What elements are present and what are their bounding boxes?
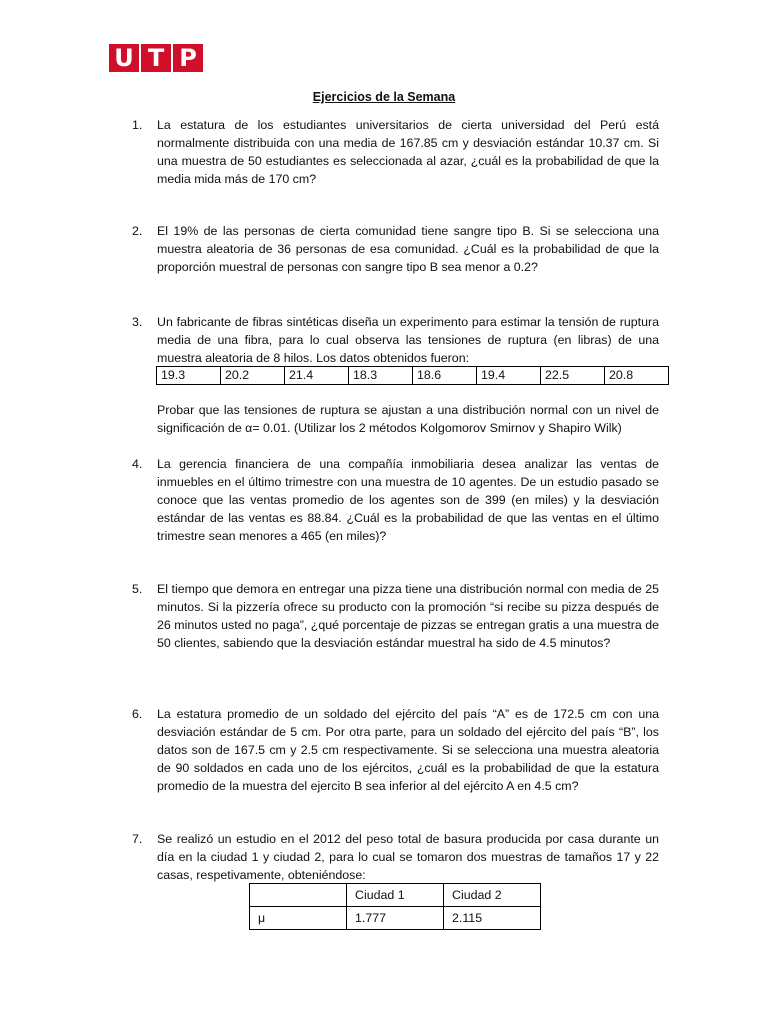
table-cell: 19.3 [157, 367, 221, 385]
logo-letter-t: T [141, 44, 171, 72]
table-cell: 21.4 [285, 367, 349, 385]
exercise-text: Un fabricante de fibras sintéticas diseña un experimento para estimar la tensión de ruptura media de una fibra, para lo cual observa las tensiones de ruptura (en libras) de una muestra aleatoria de 8 hilos. Los datos obtenidos fueron: [157, 315, 659, 365]
table-header-cell [250, 884, 347, 907]
exercise-text: La gerencia financiera de una compañía inmobiliaria desea analizar las ventas de inmuebles en el último trimestre con una muestra de 10 agentes. De un estudio pasado se conoce que las ventas promedio de los agentes son de 399 (en miles) y la desviación estándar de las ventas es 88.84. ¿Cuál es la probabilidad de que las ventas en el último trimestre sean menores a 465 (en miles)? [157, 457, 659, 543]
exercise-text: El tiempo que demora en entregar una pizza tiene una distribución normal con media de 25 minutos. Si la pizzería ofrece su producto con la promoción “si recibe su pizza después de 26 minutos usted no paga”, ¿qué porcentaje de pizzas se entregan gratis a una muestra de 50 clientes, sabiendo que la desviación estándar muestral ha sido de 4.5 minutos? [157, 582, 659, 650]
exercise-text: La estatura de los estudiantes universitarios de cierta universidad del Perú está normalmente distribuida con una media de 167.85 cm y desviación estándar 10.37 cm. Si una muestra de 50 estudiantes es seleccionada al azar, ¿cuál es la probabilidad de que la media mida más de 170 cm? [157, 118, 659, 186]
logo-letter-p: P [173, 44, 203, 72]
exercise-3 [132, 313, 659, 367]
page-title: Ejercicios de la Semana [312, 90, 456, 104]
exercise-number: 7. [132, 832, 143, 846]
exercise-7 [132, 830, 659, 884]
table-header-cell: Ciudad 1 [347, 884, 444, 907]
exercise-6 [132, 705, 659, 795]
city-table [249, 883, 541, 930]
table-cell: 18.6 [413, 367, 477, 385]
exercise-number: 2. [132, 224, 143, 238]
utp-logo [109, 44, 203, 72]
exercise-5 [132, 580, 659, 652]
exercise-number: 5. [132, 582, 143, 596]
table-cell: 2.115 [444, 907, 541, 930]
table-cell: 22.5 [541, 367, 605, 385]
exercise-text: El 19% de las personas de cierta comunidad tiene sangre tipo B. Si se selecciona una muestra aleatoria de 36 personas de esa comunidad. ¿Cuál es la probabilidad de que la proporción muestral de personas con sangre tipo B sea menor a 0.2? [157, 224, 659, 274]
table-cell: 20.2 [221, 367, 285, 385]
exercise-1 [132, 116, 659, 188]
exercise-text: La estatura promedio de un soldado del ejército del país “A” es de 172.5 cm con una desviación estándar de 5 cm. Por otra parte, para un soldado del ejército del país “B”, los datos son de 167.5 cm y 2.5 cm respectivamente. Si se selecciona una muestra aleatoria de 90 soldados en cada uno de los ejércitos, ¿cuál es la probabilidad de que la estatura promedio de la muestra del ejercito B sea inferior al del ejército A en 4.5 cm? [157, 707, 659, 793]
table-header-cell: Ciudad 2 [444, 884, 541, 907]
table-cell: 1.777 [347, 907, 444, 930]
exercise-number: 1. [132, 118, 143, 132]
exercise-number: 3. [132, 315, 143, 329]
table-cell: 18.3 [349, 367, 413, 385]
exercise-number: 6. [132, 707, 143, 721]
table-cell: 19.4 [477, 367, 541, 385]
table-row [157, 367, 669, 385]
exercise-4 [132, 455, 659, 545]
exercise-2 [132, 222, 659, 276]
table-row [250, 907, 541, 930]
exercise-number: 4. [132, 457, 143, 471]
exercise-3-instruction: Probar que las tensiones de ruptura se ajustan a una distribución normal con un nivel de significación de α= 0.01. (Utilizar los 2 métodos Kolgomorov Smirnov y Shapiro Wilk) [157, 403, 659, 435]
logo-letter-u: U [109, 44, 139, 72]
data-table [156, 366, 669, 385]
table-cell: 20.8 [605, 367, 669, 385]
table-header-row [250, 884, 541, 907]
table-cell: μ [250, 907, 347, 930]
exercise-text: Se realizó un estudio en el 2012 del peso total de basura producida por casa durante un día en la ciudad 1 y ciudad 2, para lo cual se tomaron dos muestras de tamaños 17 y 22 casas, respetivamente, obteniéndose: [157, 832, 659, 882]
